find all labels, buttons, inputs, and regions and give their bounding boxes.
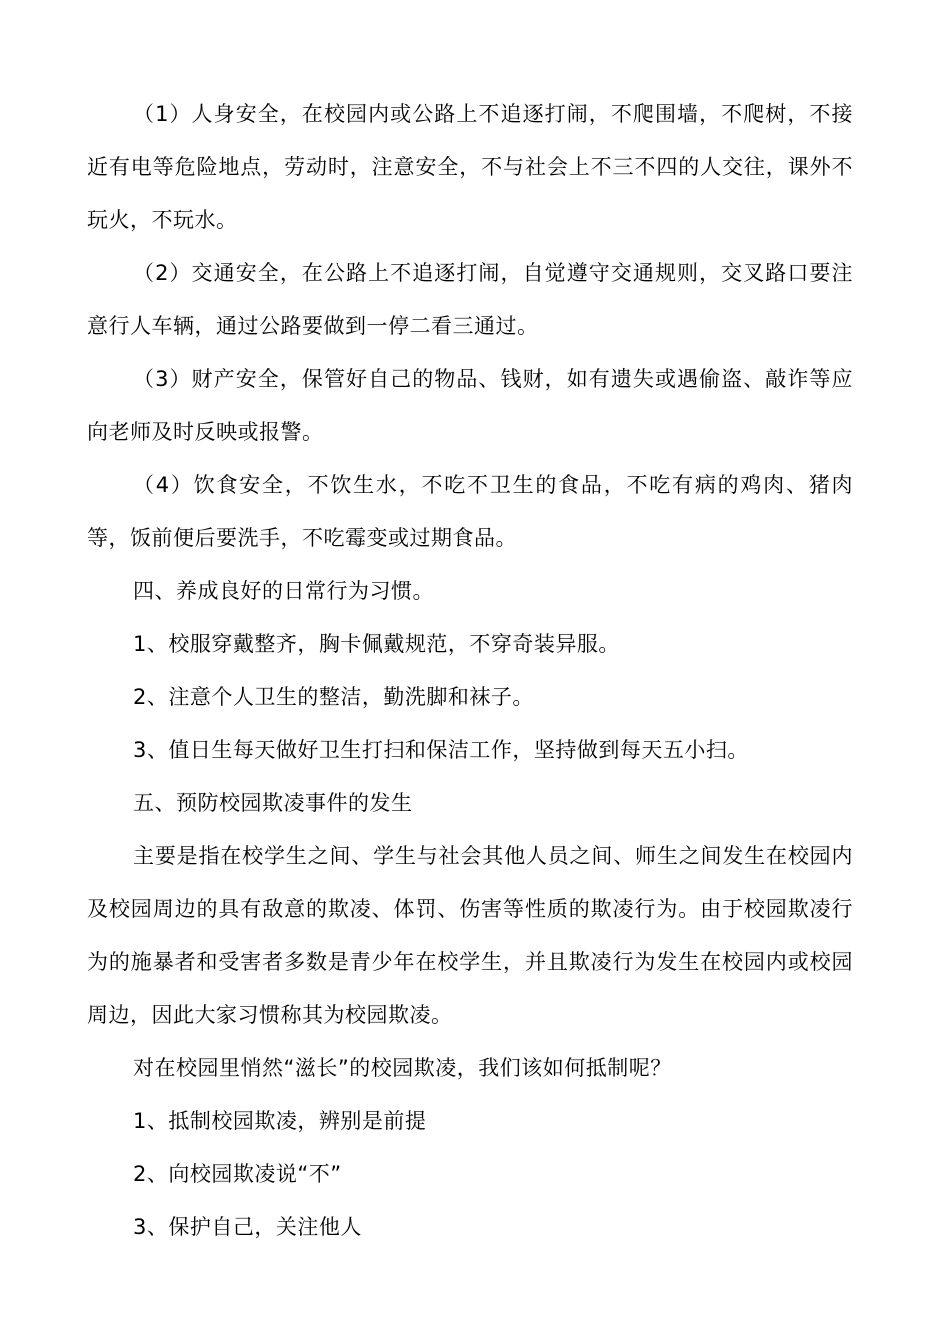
paragraph-bullying-question: 对在校园里悄然“滋长”的校园欺凌，我们该如何抵制呢？ — [133, 1056, 672, 1080]
section-heading-daily-habits: 四、养成良好的日常行为习惯。 — [133, 579, 434, 603]
list-item-say-no: 2、向校园欺凌说“不” — [133, 1162, 342, 1186]
section-heading-bullying-prevention: 五、预防校园欺凌事件的发生 — [133, 791, 413, 815]
paragraph-bullying-definition: 主要是指在校学生之间、学生与社会其他人员之间、师生之间发生在校园内及校园周边的具有敌意的欺凌、体罚、伤害等性质的欺凌行为。由于校园欺凌行为的施暴者和受害者多数是青少年在校学生，并且欺凌行为发生在校园内或校园周边，因此大家习惯称其为校园欺凌。 — [87, 844, 853, 1027]
list-item-uniform: 1、校服穿戴整齐，胸卡佩戴规范，不穿奇装异服。 — [133, 632, 620, 656]
paragraph-personal-safety: （1）人身安全，在校园内或公路上不追逐打闹，不爬围墙，不爬树，不接近有电等危险地点，劳动时，注意安全，不与社会上不三不四的人交往，课外不玩火，不玩水。 — [87, 102, 853, 232]
list-item-protect-yourself: 3、保护自己，关注他人 — [133, 1215, 362, 1239]
paragraph-property-safety: （3）财产安全，保管好自己的物品、钱财，如有遗失或遇偷盗、敲诈等应向老师及时反映或报警。 — [87, 367, 853, 444]
list-item-identify: 1、抵制校园欺凌，辨别是前提 — [133, 1109, 427, 1133]
list-item-duty-cleaning: 3、值日生每天做好卫生打扫和保洁工作，坚持做到每天五小扫。 — [133, 738, 749, 762]
paragraph-food-safety: （4）饮食安全，不饮生水，不吃不卫生的食品，不吃有病的鸡肉、猪肉等，饭前便后要洗手，不吃霉变或过期食品。 — [87, 473, 853, 550]
document-body — [87, 88, 853, 1254]
paragraph-traffic-safety: （2）交通安全，在公路上不追逐打闹，自觉遵守交通规则，交叉路口要注意行人车辆，通过公路要做到一停二看三通过。 — [87, 261, 853, 338]
list-item-hygiene: 2、注意个人卫生的整洁，勤洗脚和袜子。 — [133, 685, 534, 709]
